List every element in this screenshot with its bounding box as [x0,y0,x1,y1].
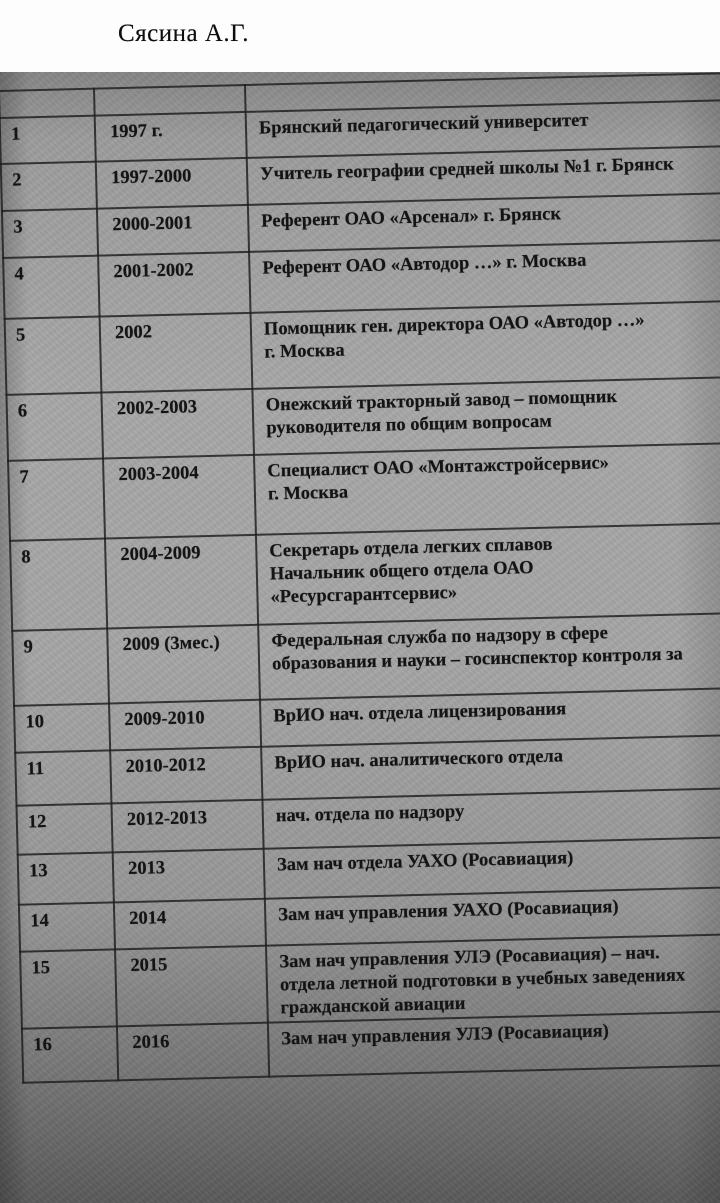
header-years-cell [94,85,246,116]
years-cell: 2002-2003 [101,389,254,459]
position-cell: Онежский тракторный завод – помощник руководителя по общим вопросам [252,377,720,455]
table-row [10,523,720,631]
position-cell: Референт ОАО «Автодор …» г. Москва [249,240,720,313]
years-cell: 1997-2000 [96,158,248,209]
row-number-cell: 15 [20,949,117,1028]
row-number-cell: 10 [14,703,110,752]
row-number-cell: 14 [19,902,115,951]
position-cell: Референт ОАО «Арсенал» г. Брянск [248,193,720,252]
row-number-cell: 11 [15,750,111,805]
position-cell: Помощник ген. директора ОАО «Автодор …» г. Москва [251,301,720,389]
photo-region [0,72,720,1203]
row-number-cell: 3 [2,209,98,258]
position-cell: Зам нач управления УЛЭ (Росавиация) – нач. отдела летной подготовки в учебных заведениях гражданской авиации [266,934,720,1023]
row-number-cell: 13 [18,852,114,904]
page-title: Сясина А.Г. [118,20,250,47]
row-number-cell: 7 [8,459,105,541]
years-cell: 2013 [113,849,265,903]
position-cell: ВрИО нач. отдела лицензирования [260,688,720,747]
position-cell: Учитель географии средней школы №1 г. Брянск [247,146,720,205]
row-number-cell: 1 [0,116,96,164]
row-number-cell: 6 [6,393,103,461]
years-cell: 2015 [115,946,268,1027]
position-cell: Брянский педагогический университет [246,100,720,158]
years-cell: 1997 г. [95,112,247,162]
row-number-cell: 12 [16,803,112,854]
years-cell: 2009-2010 [109,700,261,751]
header-number-cell [0,89,95,118]
position-cell: Зам нач управления УАХО (Росавиация) [265,887,720,946]
years-cell: 2014 [114,899,266,950]
position-cell: Зам нач отдела УАХО (Росавиация) [264,837,720,899]
row-number-cell: 9 [12,628,109,705]
years-cell: 2003-2004 [103,455,256,539]
years-cell: 2009 (3мес.) [107,625,260,704]
row-number-cell: 4 [3,256,99,319]
position-cell: ВрИО нач. аналитического отдела [261,735,720,800]
years-cell: 2012-2013 [111,800,263,853]
row-number-cell: 16 [22,1026,118,1082]
position-cell: Специалист ОАО «Монтажстройсервис» г. Москва [254,443,720,535]
row-number-cell: 5 [5,317,102,395]
row-number-cell: 8 [10,539,107,631]
years-cell: 2010-2012 [110,747,262,804]
years-cell: 2000-2001 [97,205,249,256]
position-cell: нач. отдела по надзору [262,788,720,849]
position-cell: Зам нач управления УЛЭ (Росавиация) [268,1011,720,1077]
years-cell: 2001-2002 [98,252,250,317]
row-number-cell: 2 [1,162,97,211]
career-table [0,72,720,1084]
position-cell: Секретарь отдела легких сплавов Начальник общего отдела ОАО «Ресурсгарантсервис» [256,523,720,625]
years-cell: 2004-2009 [105,535,258,629]
years-cell: 2016 [117,1023,269,1081]
years-cell: 2002 [100,313,253,393]
position-cell: Федеральная служба по надзору в сфере образования и науки – госинспектор контроля за [258,613,720,700]
